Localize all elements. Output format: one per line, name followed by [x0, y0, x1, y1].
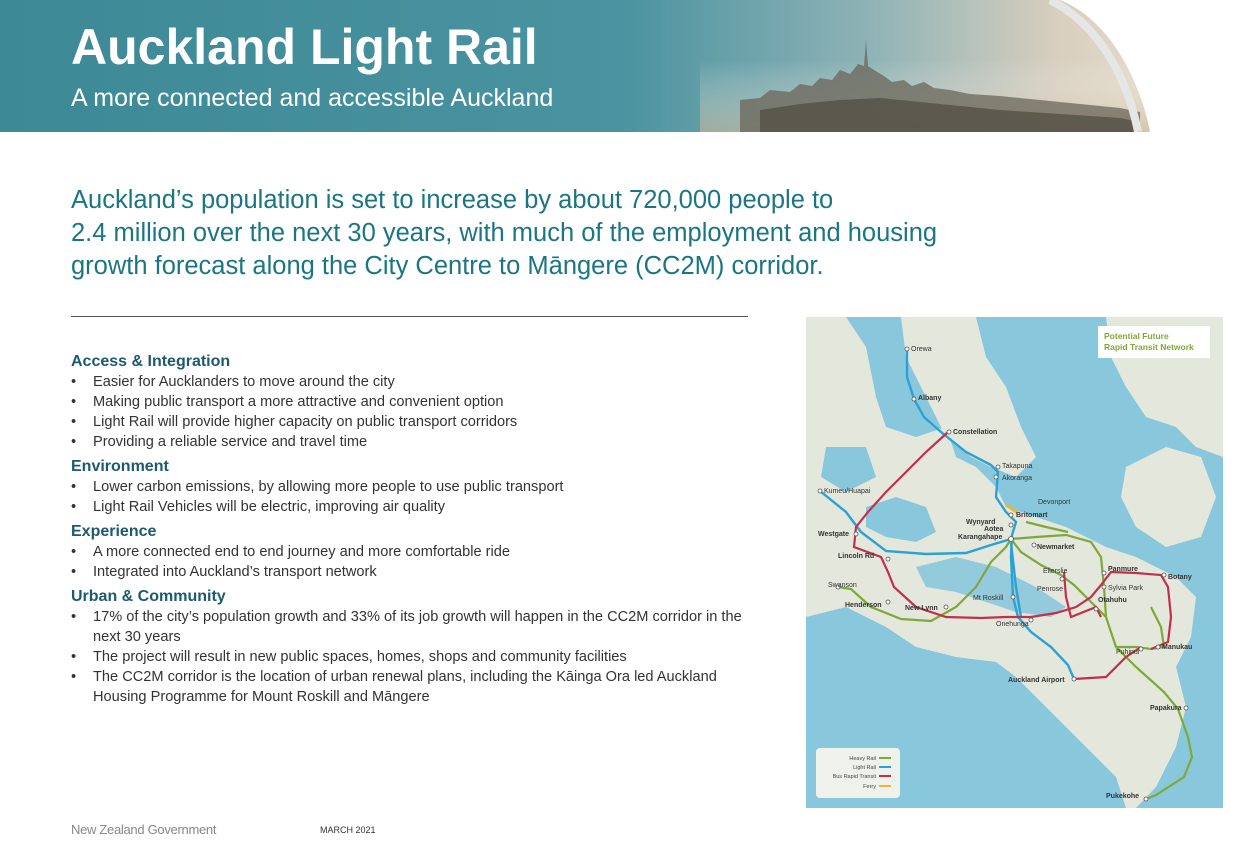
- section-access: [71, 352, 751, 452]
- station-manukau: Manukau: [1162, 644, 1193, 651]
- bullet-list: [71, 607, 751, 707]
- bullet-list: [71, 542, 751, 582]
- station-auckland-airport: Auckland Airport: [1008, 677, 1065, 684]
- bullet-list: [71, 477, 751, 517]
- station-penrose: Penrose: [1037, 586, 1064, 593]
- station-new-lynn: New Lynn: [905, 605, 938, 612]
- intro-line: 2.4 million over the next 30 years, with much of the employment and housing: [71, 219, 938, 247]
- list-item: • Providing a reliable service and travel time: [71, 432, 751, 452]
- publication-date: MARCH 2021: [320, 825, 376, 835]
- page-subtitle: A more connected and accessible Auckland: [71, 84, 554, 112]
- header-banner: [0, 0, 1243, 132]
- station-pukekohe: Pukekohe: [1106, 793, 1140, 800]
- legend-label: Heavy Rail: [849, 756, 876, 762]
- station-wynyard: Wynyard: [966, 519, 996, 526]
- list-item: • The CC2M corridor is the location of urban renewal plans, including the Kāinga Ora led Auckland Housing Programme for Mount Roskill and Māngere: [71, 667, 751, 707]
- station-kumeu: Kumeu/Huapai: [824, 488, 871, 495]
- station-swanson: Swanson: [828, 582, 857, 589]
- intro-line: Auckland’s population is set to increase by about 720,000 people to: [71, 186, 834, 214]
- station-sylvia-park: Sylvia Park: [1108, 585, 1144, 592]
- station-lincoln: Lincoln Rd: [838, 553, 875, 560]
- station-otahuhu: Otahuhu: [1098, 597, 1127, 604]
- station-papakura: Papakura: [1150, 705, 1182, 712]
- legend-label: Bus Rapid Transit: [832, 774, 876, 780]
- station-ellerslie: Ellerslie: [1043, 568, 1068, 575]
- network-map: [806, 317, 1223, 808]
- station-constellation: Constellation: [953, 429, 998, 436]
- station-puhinui: Puhinui: [1116, 649, 1140, 656]
- section-heading: Access & Integration: [71, 353, 231, 370]
- station-karangahape: Karangahape: [958, 534, 1003, 541]
- legend-label: Ferry: [863, 784, 876, 790]
- list-item: • The project will result in new public spaces, homes, shops and community facilities: [71, 647, 751, 667]
- station-westgate: Westgate: [818, 531, 849, 538]
- divider: [71, 316, 748, 317]
- list-item: • Easier for Aucklanders to move around the city: [71, 372, 751, 392]
- rapid-transit-map: [806, 317, 1223, 808]
- station-devonport: Devonport: [1038, 499, 1071, 506]
- list-item: • Light Rail Vehicles will be electric, improving air quality: [71, 497, 751, 517]
- section-urban: [71, 587, 751, 707]
- station-britomart: Britomart: [1016, 512, 1048, 519]
- station-botany: Botany: [1168, 574, 1192, 581]
- nz-government-logo: New Zealand Government: [71, 822, 217, 837]
- section-heading: Experience: [71, 523, 157, 540]
- page-title: Auckland Light Rail: [71, 19, 538, 75]
- list-item: • Lower carbon emissions, by allowing more people to use public transport: [71, 477, 751, 497]
- list-item: • A more connected end to end journey and more comfortable ride: [71, 542, 751, 562]
- map-title-line2: Rapid Transit Network: [1104, 342, 1194, 352]
- list-item: • Integrated into Auckland’s transport network: [71, 562, 751, 582]
- station-onehunga: Onehunga: [996, 621, 1029, 628]
- section-heading: Urban & Community: [71, 588, 226, 605]
- list-item: • Making public transport a more attractive and convenient option: [71, 392, 751, 412]
- intro-statement: [71, 184, 1031, 283]
- list-item: • Light Rail will provide higher capacity on public transport corridors: [71, 412, 751, 432]
- list-item: • 17% of the city’s population growth and 33% of its job growth will happen in the CC2M corridor in the next 30 years: [71, 607, 751, 647]
- legend-label: Light Rail: [853, 765, 876, 771]
- station-akoranga: Akoranga: [1002, 475, 1032, 482]
- section-heading: Environment: [71, 458, 169, 475]
- station-orewa: Orewa: [911, 346, 932, 353]
- station-takapuna: Takapuna: [1002, 463, 1033, 470]
- station-albany: Albany: [918, 395, 942, 402]
- section-experience: [71, 522, 751, 582]
- station-henderson: Henderson: [845, 602, 882, 609]
- map-title-line1: Potential Future: [1104, 331, 1169, 341]
- section-environment: [71, 457, 751, 517]
- station-mt-roskill: Mt Roskill: [973, 595, 1004, 602]
- station-aotea: Aotea: [984, 526, 1004, 533]
- bullet-list: [71, 372, 751, 452]
- station-newmarket: Newmarket: [1037, 544, 1075, 551]
- benefit-sections: [71, 352, 751, 712]
- intro-line: growth forecast along the City Centre to Māngere (CC2M) corridor.: [71, 252, 824, 280]
- station-panmure: Panmure: [1108, 566, 1138, 573]
